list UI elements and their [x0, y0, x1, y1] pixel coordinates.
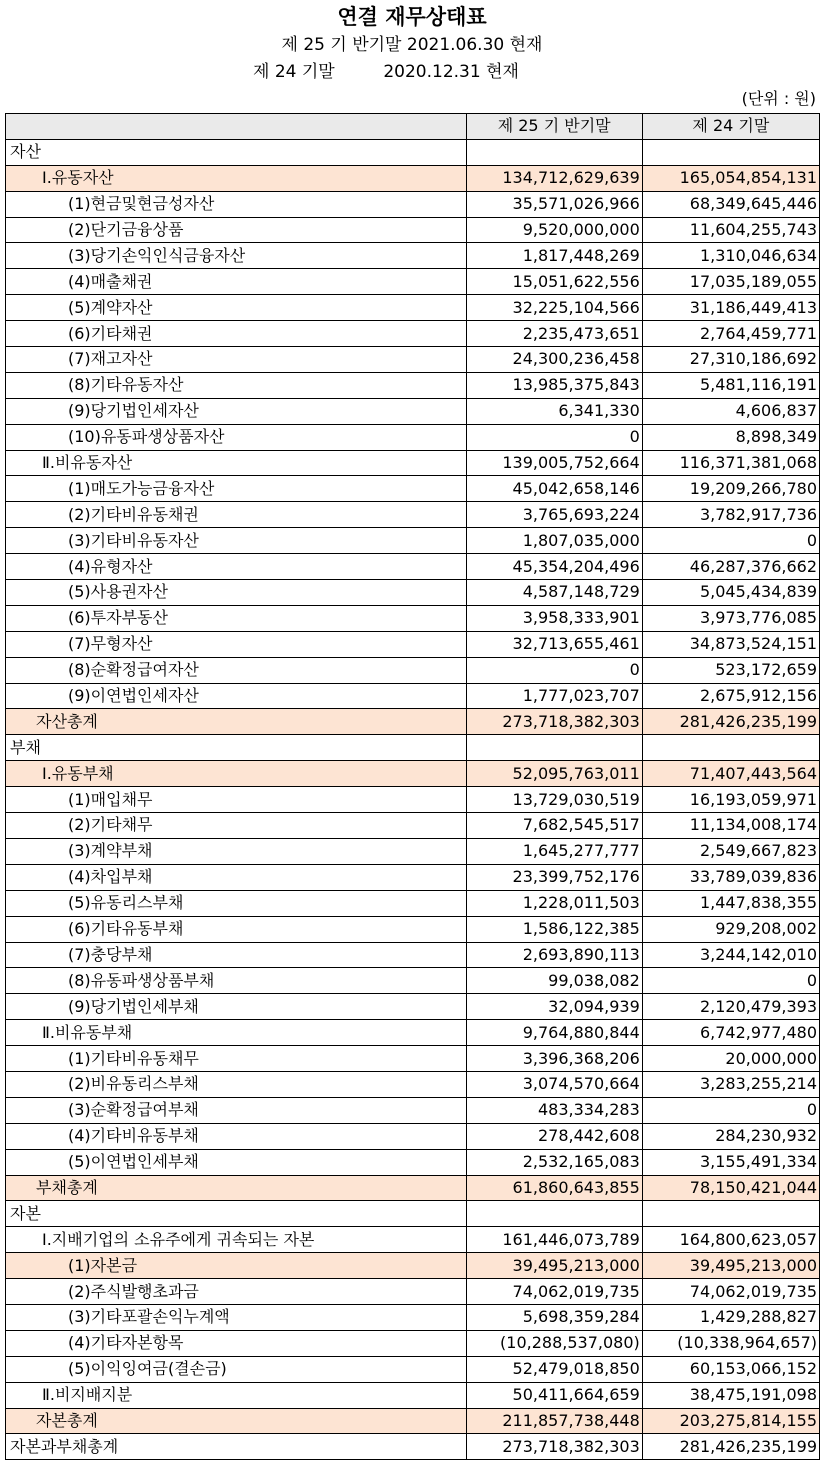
table-row — [6, 813, 820, 839]
value-current: 61,860,643,855 — [466, 1175, 642, 1201]
row-label: Ⅰ.지배기업의 소유주에게 귀속되는 자본 — [6, 1227, 467, 1253]
value-current: 9,764,880,844 — [466, 1020, 642, 1046]
table-row — [6, 1071, 820, 1097]
row-label: 자본총계 — [6, 1408, 467, 1434]
table-body — [6, 139, 820, 1459]
value-current: 6,341,330 — [466, 398, 642, 424]
value-prior: 39,495,213,000 — [642, 1253, 819, 1279]
value-current: 1,645,277,777 — [466, 838, 642, 864]
table-row — [6, 1382, 820, 1408]
row-label: (1)현금및현금성자산 — [6, 191, 467, 217]
row-label: (4)기타자본항목 — [6, 1330, 467, 1356]
table-row — [6, 295, 820, 321]
header-prior-period: 제 24 기말 — [642, 114, 819, 140]
table-row — [6, 139, 820, 165]
value-current: 1,586,122,385 — [466, 916, 642, 942]
row-label: (1)매입채무 — [6, 787, 467, 813]
value-prior — [642, 735, 819, 761]
value-current: 23,399,752,176 — [466, 864, 642, 890]
value-prior: 71,407,443,564 — [642, 761, 819, 787]
row-label: 자산 — [6, 139, 467, 165]
value-prior: (10,338,964,657) — [642, 1330, 819, 1356]
value-prior: 3,283,255,214 — [642, 1071, 819, 1097]
value-prior: 20,000,000 — [642, 1046, 819, 1072]
value-current: 74,062,019,735 — [466, 1279, 642, 1305]
table-row — [6, 243, 820, 269]
row-label: (4)차입부채 — [6, 864, 467, 890]
value-prior: 27,310,186,692 — [642, 347, 819, 373]
table-row — [6, 554, 820, 580]
table-row — [6, 1149, 820, 1175]
value-prior: 3,244,142,010 — [642, 942, 819, 968]
value-prior: 1,310,046,634 — [642, 243, 819, 269]
value-prior: 60,153,066,152 — [642, 1356, 819, 1382]
value-current: 32,094,939 — [466, 994, 642, 1020]
row-label: (8)유동파생상품부채 — [6, 968, 467, 994]
row-label: (2)단기금융상품 — [6, 217, 467, 243]
table-row — [6, 1356, 820, 1382]
row-label: 자본 — [6, 1201, 467, 1227]
value-current: 50,411,664,659 — [466, 1382, 642, 1408]
value-prior: 74,062,019,735 — [642, 1279, 819, 1305]
value-prior: 3,782,917,736 — [642, 502, 819, 528]
value-prior: 203,275,814,155 — [642, 1408, 819, 1434]
table-row — [6, 1434, 820, 1460]
row-label: (2)기타채무 — [6, 813, 467, 839]
value-current: 2,235,473,651 — [466, 321, 642, 347]
value-prior — [642, 1201, 819, 1227]
value-prior: 0 — [642, 968, 819, 994]
value-prior: 6,742,977,480 — [642, 1020, 819, 1046]
value-prior: 5,045,434,839 — [642, 580, 819, 606]
table-row — [6, 321, 820, 347]
value-prior: 38,475,191,098 — [642, 1382, 819, 1408]
row-label: (7)무형자산 — [6, 631, 467, 657]
value-current: 13,985,375,843 — [466, 372, 642, 398]
table-row — [6, 1408, 820, 1434]
table-row — [6, 968, 820, 994]
row-label: (4)기타비유동부채 — [6, 1123, 467, 1149]
row-label: (1)기타비유동채무 — [6, 1046, 467, 1072]
row-label: (7)충당부채 — [6, 942, 467, 968]
table-row — [6, 347, 820, 373]
table-row — [6, 631, 820, 657]
value-current: 1,807,035,000 — [466, 528, 642, 554]
row-label: (9)당기법인세자산 — [6, 398, 467, 424]
value-current: 1,777,023,707 — [466, 683, 642, 709]
row-label: 자산총계 — [6, 709, 467, 735]
value-prior: 0 — [642, 1097, 819, 1123]
table-row — [6, 787, 820, 813]
table-row — [6, 994, 820, 1020]
row-label: (7)재고자산 — [6, 347, 467, 373]
table-row — [6, 605, 820, 631]
header-current-period: 제 25 기 반기말 — [466, 114, 642, 140]
table-row — [6, 890, 820, 916]
row-label: Ⅱ.비지배지분 — [6, 1382, 467, 1408]
table-row — [6, 657, 820, 683]
row-label: (4)매출채권 — [6, 269, 467, 295]
row-label: 자본과부채총계 — [6, 1434, 467, 1460]
value-prior: 17,035,189,055 — [642, 269, 819, 295]
value-current: 278,442,608 — [466, 1123, 642, 1149]
value-current: 3,074,570,664 — [466, 1071, 642, 1097]
value-current: 9,520,000,000 — [466, 217, 642, 243]
value-prior: 68,349,645,446 — [642, 191, 819, 217]
value-prior: 46,287,376,662 — [642, 554, 819, 580]
table-row — [6, 476, 820, 502]
table-row — [6, 580, 820, 606]
value-current: 3,396,368,206 — [466, 1046, 642, 1072]
value-prior: 3,973,776,085 — [642, 605, 819, 631]
value-prior: 116,371,381,068 — [642, 450, 819, 476]
table-row — [6, 528, 820, 554]
row-label: (3)계약부채 — [6, 838, 467, 864]
row-label: (3)기타비유동자산 — [6, 528, 467, 554]
value-current: 35,571,026,966 — [466, 191, 642, 217]
table-row — [6, 1175, 820, 1201]
value-prior: 929,208,002 — [642, 916, 819, 942]
row-label: (8)순확정급여자산 — [6, 657, 467, 683]
value-prior: 8,898,349 — [642, 424, 819, 450]
row-label: (1)자본금 — [6, 1253, 467, 1279]
row-label: (1)매도가능금융자산 — [6, 476, 467, 502]
table-row — [6, 709, 820, 735]
value-current: 211,857,738,448 — [466, 1408, 642, 1434]
value-current: 52,095,763,011 — [466, 761, 642, 787]
table-row — [6, 1304, 820, 1330]
value-prior: 523,172,659 — [642, 657, 819, 683]
value-prior: 5,481,116,191 — [642, 372, 819, 398]
row-label: (2)주식발행초과금 — [6, 1279, 467, 1305]
row-label: (2)비유동리스부채 — [6, 1071, 467, 1097]
value-prior: 2,549,667,823 — [642, 838, 819, 864]
table-row — [6, 269, 820, 295]
period-prior: 제 24 기말 2020.12.31 현재 — [253, 62, 519, 82]
value-current: 139,005,752,664 — [466, 450, 642, 476]
value-prior: 2,764,459,771 — [642, 321, 819, 347]
value-current: 52,479,018,850 — [466, 1356, 642, 1382]
table-row — [6, 1279, 820, 1305]
value-current — [466, 139, 642, 165]
value-prior: 11,134,008,174 — [642, 813, 819, 839]
row-label: Ⅰ.유동부채 — [6, 761, 467, 787]
value-current: 3,958,333,901 — [466, 605, 642, 631]
row-label: (3)당기손익인식금융자산 — [6, 243, 467, 269]
value-current: 32,225,104,566 — [466, 295, 642, 321]
table-row — [6, 735, 820, 761]
table-row — [6, 1123, 820, 1149]
value-current: 4,587,148,729 — [466, 580, 642, 606]
value-current: 134,712,629,639 — [466, 165, 642, 191]
table-row — [6, 165, 820, 191]
value-prior: 4,606,837 — [642, 398, 819, 424]
value-current: 45,042,658,146 — [466, 476, 642, 502]
value-current: 3,765,693,224 — [466, 502, 642, 528]
unit-label: (단위 : 원) — [741, 89, 816, 108]
table-row — [6, 683, 820, 709]
table-row — [6, 1097, 820, 1123]
table-row — [6, 1227, 820, 1253]
value-current — [466, 1201, 642, 1227]
row-label: (10)유동파생상품자산 — [6, 424, 467, 450]
table-row — [6, 1253, 820, 1279]
value-prior — [642, 139, 819, 165]
value-prior: 165,054,854,131 — [642, 165, 819, 191]
row-label: 부채 — [6, 735, 467, 761]
value-current: 273,718,382,303 — [466, 709, 642, 735]
value-current: 2,693,890,113 — [466, 942, 642, 968]
table-row — [6, 398, 820, 424]
value-prior: 34,873,524,151 — [642, 631, 819, 657]
table-row — [6, 916, 820, 942]
value-current: 2,532,165,083 — [466, 1149, 642, 1175]
statement-title: 연결 재무상태표 — [337, 5, 487, 29]
value-current: (10,288,537,080) — [466, 1330, 642, 1356]
table-header-row — [6, 114, 820, 140]
table-row — [6, 1046, 820, 1072]
value-prior: 281,426,235,199 — [642, 709, 819, 735]
value-current: 483,334,283 — [466, 1097, 642, 1123]
value-current: 45,354,204,496 — [466, 554, 642, 580]
table-row — [6, 942, 820, 968]
value-prior: 11,604,255,743 — [642, 217, 819, 243]
row-label: (2)기타비유동채권 — [6, 502, 467, 528]
row-label: (6)기타유동부채 — [6, 916, 467, 942]
value-prior: 1,447,838,355 — [642, 890, 819, 916]
table-row — [6, 838, 820, 864]
row-label: (6)기타채권 — [6, 321, 467, 347]
value-current: 0 — [466, 424, 642, 450]
table-row — [6, 191, 820, 217]
row-label: (8)기타유동자산 — [6, 372, 467, 398]
value-current: 0 — [466, 657, 642, 683]
value-current: 1,228,011,503 — [466, 890, 642, 916]
header-item — [6, 114, 467, 140]
row-label: (5)이연법인세부채 — [6, 1149, 467, 1175]
table-row — [6, 1020, 820, 1046]
value-prior: 284,230,932 — [642, 1123, 819, 1149]
row-label: (5)유동리스부채 — [6, 890, 467, 916]
table-row — [6, 1201, 820, 1227]
value-prior: 31,186,449,413 — [642, 295, 819, 321]
value-current: 273,718,382,303 — [466, 1434, 642, 1460]
row-label: (5)사용권자산 — [6, 580, 467, 606]
value-prior: 281,426,235,199 — [642, 1434, 819, 1460]
row-label: (6)투자부동산 — [6, 605, 467, 631]
value-prior: 2,120,479,393 — [642, 994, 819, 1020]
table-row — [6, 424, 820, 450]
row-label: Ⅱ.비유동자산 — [6, 450, 467, 476]
row-label: (9)이연법인세자산 — [6, 683, 467, 709]
value-current: 1,817,448,269 — [466, 243, 642, 269]
table-row — [6, 217, 820, 243]
table-row — [6, 502, 820, 528]
table-row — [6, 864, 820, 890]
value-prior: 16,193,059,971 — [642, 787, 819, 813]
table-row — [6, 372, 820, 398]
balance-sheet-table — [5, 113, 820, 1460]
row-label: Ⅰ.유동자산 — [6, 165, 467, 191]
value-prior: 1,429,288,827 — [642, 1304, 819, 1330]
value-current: 13,729,030,519 — [466, 787, 642, 813]
value-current: 7,682,545,517 — [466, 813, 642, 839]
value-current: 15,051,622,556 — [466, 269, 642, 295]
table-row — [6, 761, 820, 787]
row-label: (5)이익잉여금(결손금) — [6, 1356, 467, 1382]
value-prior: 164,800,623,057 — [642, 1227, 819, 1253]
value-prior: 2,675,912,156 — [642, 683, 819, 709]
value-current — [466, 735, 642, 761]
value-current: 32,713,655,461 — [466, 631, 642, 657]
row-label: (9)당기법인세부채 — [6, 994, 467, 1020]
row-label: (5)계약자산 — [6, 295, 467, 321]
row-label: (4)유형자산 — [6, 554, 467, 580]
value-current: 99,038,082 — [466, 968, 642, 994]
row-label: (3)기타포괄손익누계액 — [6, 1304, 467, 1330]
row-label: Ⅱ.비유동부채 — [6, 1020, 467, 1046]
value-prior: 78,150,421,044 — [642, 1175, 819, 1201]
value-prior: 3,155,491,334 — [642, 1149, 819, 1175]
value-current: 161,446,073,789 — [466, 1227, 642, 1253]
value-prior: 33,789,039,836 — [642, 864, 819, 890]
row-label: (3)순확정급여부채 — [6, 1097, 467, 1123]
value-current: 24,300,236,458 — [466, 347, 642, 373]
value-current: 39,495,213,000 — [466, 1253, 642, 1279]
value-current: 5,698,359,284 — [466, 1304, 642, 1330]
row-label: 부채총계 — [6, 1175, 467, 1201]
value-prior: 0 — [642, 528, 819, 554]
period-current: 제 25 기 반기말 2021.06.30 현재 — [281, 35, 543, 55]
value-prior: 19,209,266,780 — [642, 476, 819, 502]
table-row — [6, 1330, 820, 1356]
table-row — [6, 450, 820, 476]
